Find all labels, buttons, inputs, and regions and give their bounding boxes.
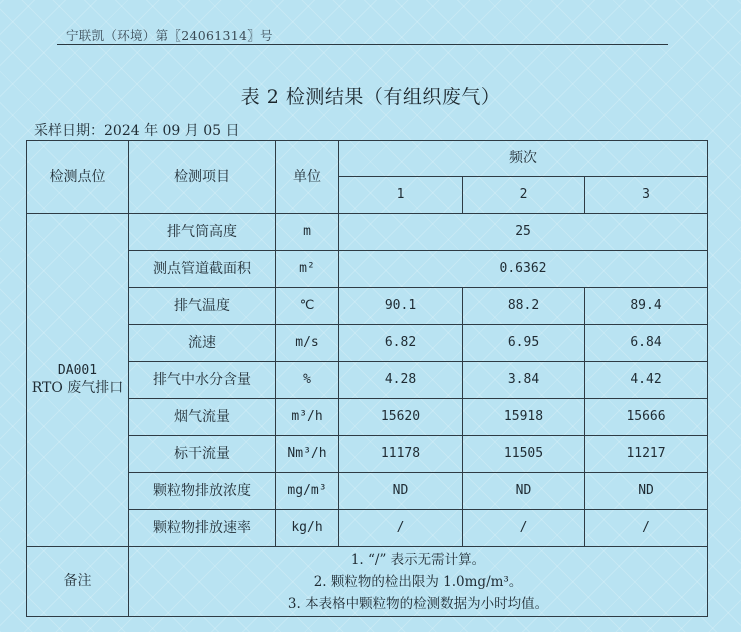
unit-cell: kg/h [276, 510, 339, 547]
point-cell [27, 214, 129, 547]
remark-line-2: 2. 颗粒物的检出限为 1.0mg/m³。 [313, 573, 523, 590]
item-cell: 颗粒物排放浓度 [129, 473, 276, 510]
unit-cell: mg/m³ [276, 473, 339, 510]
value-cell-3: 11217 [585, 436, 708, 473]
item-cell: 排气中水分含量 [129, 362, 276, 399]
merged-value-cell: 25 [339, 214, 708, 251]
unit-cell: m/s [276, 325, 339, 362]
table-row [27, 436, 708, 473]
item-cell: 排气温度 [129, 288, 276, 325]
header-freq-3: 3 [585, 177, 708, 214]
value-cell-2: 11505 [463, 436, 585, 473]
value-cell-1: 11178 [339, 436, 463, 473]
unit-cell: m³/h [276, 399, 339, 436]
value-cell-1: 6.82 [339, 325, 463, 362]
table-row [27, 325, 708, 362]
unit-cell: m [276, 214, 339, 251]
table-row [27, 288, 708, 325]
table-row [27, 473, 708, 510]
merged-value-cell: 0.6362 [339, 251, 708, 288]
remark-line-3: 3. 本表格中颗粒物的检测数据为小时均值。 [287, 595, 549, 612]
table-row [27, 510, 708, 547]
results-table [26, 140, 708, 617]
report-reference-number: 宁联凯（环境）第〖24061314〗号 [66, 28, 273, 43]
table-title: 表 2 检测结果（有组织废气） [240, 86, 501, 108]
value-cell-1: ND [339, 473, 463, 510]
value-cell-2: 6.95 [463, 325, 585, 362]
unit-cell: m² [276, 251, 339, 288]
value-cell-1: 15620 [339, 399, 463, 436]
remarks-cell [129, 547, 708, 617]
value-cell-2: ND [463, 473, 585, 510]
unit-cell: ℃ [276, 288, 339, 325]
value-cell-2: 15918 [463, 399, 585, 436]
value-cell-3: ND [585, 473, 708, 510]
value-cell-2: / [463, 510, 585, 547]
value-cell-1: 4.28 [339, 362, 463, 399]
value-cell-1: 90.1 [339, 288, 463, 325]
header-freq-1: 1 [339, 177, 463, 214]
header-point: 检测点位 [27, 141, 129, 214]
value-cell-3: 89.4 [585, 288, 708, 325]
header-freq-2: 2 [463, 177, 585, 214]
unit-cell: Nm³/h [276, 436, 339, 473]
value-cell-3: 4.42 [585, 362, 708, 399]
header-divider [57, 44, 668, 45]
header-row-1 [27, 141, 708, 177]
header-unit: 单位 [276, 141, 339, 214]
table-row [27, 214, 708, 251]
table-row [27, 362, 708, 399]
sampling-date: 采样日期：2024 年 09 月 05 日 [34, 123, 240, 139]
value-cell-2: 3.84 [463, 362, 585, 399]
remarks-label: 备注 [27, 547, 129, 617]
item-cell: 颗粒物排放速率 [129, 510, 276, 547]
header-item: 检测项目 [129, 141, 276, 214]
unit-cell: % [276, 362, 339, 399]
item-cell: 流速 [129, 325, 276, 362]
item-cell: 烟气流量 [129, 399, 276, 436]
value-cell-3: 15666 [585, 399, 708, 436]
value-cell-1: / [339, 510, 463, 547]
remark-line-1: 1. “/” 表示无需计算。 [350, 551, 486, 568]
value-cell-2: 88.2 [463, 288, 585, 325]
remarks-row [27, 547, 708, 617]
item-cell: 测点管道截面积 [129, 251, 276, 288]
point-code: DA001 [57, 362, 98, 378]
value-cell-3: 6.84 [585, 325, 708, 362]
header-frequency: 频次 [339, 141, 708, 177]
item-cell: 排气筒高度 [129, 214, 276, 251]
table-row [27, 399, 708, 436]
value-cell-3: / [585, 510, 708, 547]
point-name: RTO 废气排口 [31, 380, 124, 397]
item-cell: 标干流量 [129, 436, 276, 473]
table-row [27, 251, 708, 288]
